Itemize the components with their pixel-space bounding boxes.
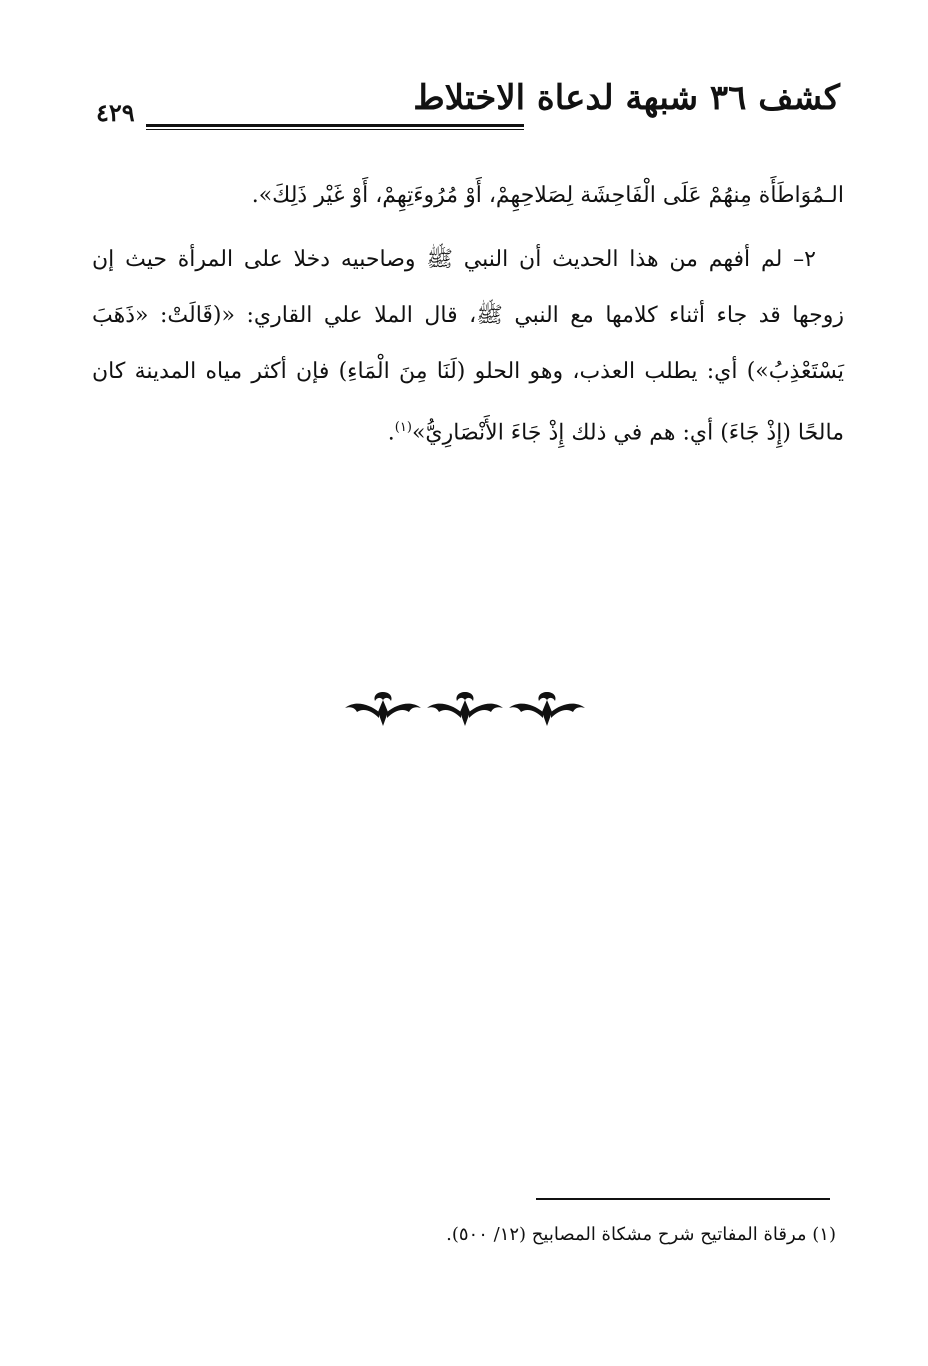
running-header-title: كشف ٣٦ شبهة لدعاة الاختلاط — [413, 78, 840, 118]
floral-motif-right — [509, 692, 585, 726]
paragraph-2 — [92, 232, 844, 461]
page-number: ٤٢٩ — [96, 98, 135, 127]
footnote: (١) مرقاة المفاتيح شرح مشكاة المصابيح (١٢/ ٥٠٠). — [446, 1224, 836, 1245]
floral-motif-left — [345, 692, 421, 726]
floral-motif-center — [427, 692, 503, 726]
paragraph-2-end: . — [387, 420, 395, 446]
footnote-reference[interactable]: (١) — [394, 420, 412, 435]
paragraph-2-text: ٢– لم أفهم من هذا الحديث أن النبي ﷺ وصاحبيه دخلا على المرأة حيث إن زوجها قد جاء أثناء كلامها مع النبي ﷺ، قال الملا علي القاري: «(قَالَتْ: «ذَهَبَ يَسْتَعْذِبُ») أي: يطلب العذب، وهو الحلو (لَنَا مِنَ الْمَاءِ) فإن أكثر مياه المدينة كان مالحًا (إِذْ جَاءَ) أي: هم في ذلك إِذْ جَاءَ الأَنْصَارِيُّ» — [92, 247, 844, 446]
paragraph-1: الـمُوَاطَأَة مِنهُمْ عَلَى الْفَاحِشَة لِصَلاحِهِمْ، أَوْ مُرُوءَتِهِمْ، أَوْ غَيْر ذَلِكَ». — [251, 183, 844, 208]
header-rule — [146, 124, 524, 130]
body-text — [92, 168, 844, 461]
footnote-separator — [536, 1198, 830, 1200]
floral-divider-icon — [340, 686, 590, 732]
